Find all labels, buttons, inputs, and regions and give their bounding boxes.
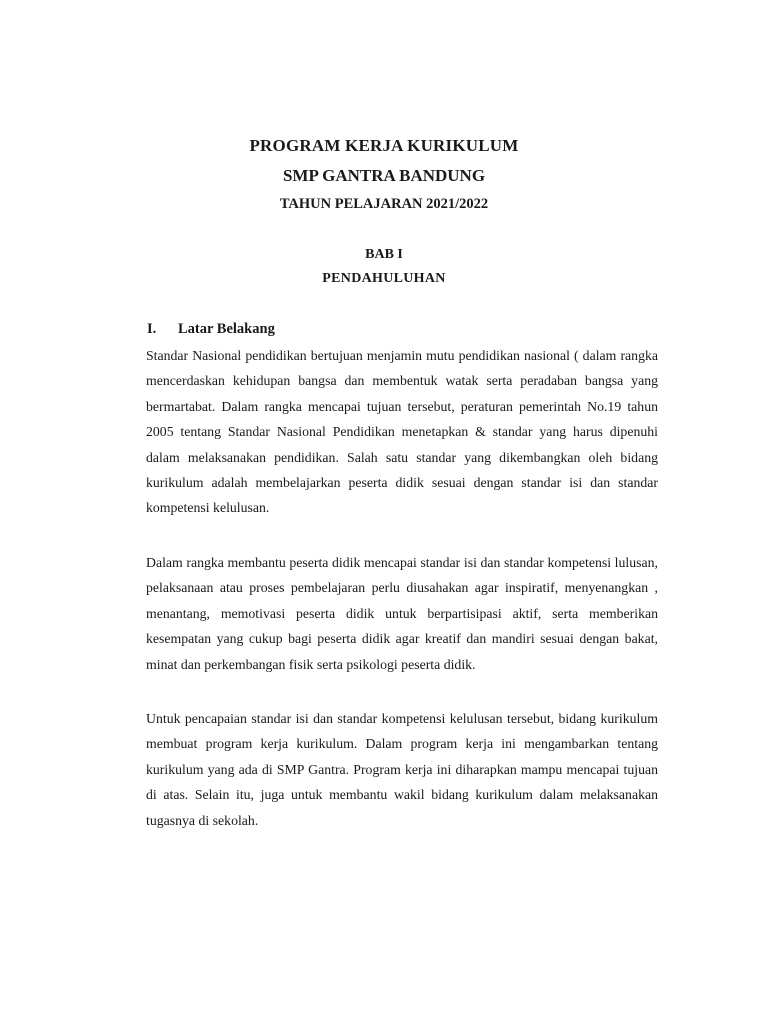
section-heading — [147, 321, 275, 338]
section-title: Latar Belakang — [178, 321, 275, 337]
document-title: PROGRAM KERJA KURIKULUM — [249, 136, 519, 155]
school-name: SMP GANTRA BANDUNG — [282, 166, 486, 185]
section-number: I. — [147, 321, 157, 337]
academic-year: TAHUN PELAJARAN 2021/2022 — [279, 196, 489, 212]
paragraph-2: Dalam rangka membantu peserta didik mencapai standar isi dan standar kompetensi lulusan, pelaksanaan atau proses pembelajaran perlu diusahakan agar inspiratif, menyenangkan , menantang, memotivasi peserta didik untuk berpartisipasi aktif, serta memberikan kesempatan yang cukup bagi peserta didik agar kreatif dan mandiri sesuai dengan bakat, minat dan perkembangan fisik serta psikologi peserta didik. — [146, 555, 658, 672]
chapter-title: PENDAHULUHAN — [322, 271, 446, 286]
paragraph-1: Standar Nasional pendidikan bertujuan menjamin mutu pendidikan nasional ( dalam rangka mencerdaskan kehidupan bangsa dan membentuk watak serta peradaban bangsa yang bermartabat. Dalam rangka mencapai tujuan tersebut, peraturan pemerintah No.19 tahun 2005 tentang Standar Nasional Pendidikan menetapkan & standar yang harus dipenuhi dalam melaksanakan pendidikan. Salah satu standar yang dikembangkan oleh bidang kurikulum adalah membelajarkan peserta didik sesuai dengan standar isi dan standar kompetensi kelulusan. — [146, 348, 658, 516]
paragraph-3: Untuk pencapaian standar isi dan standar kompetensi kelulusan tersebut, bidang kurikulum membuat program kerja kurikulum. Dalam program kerja ini mengambarkan tentang kurikulum yang ada di SMP Gantra. Program kerja ini diharapkan mampu mencapai tujuan di atas. Selain itu, juga untuk membantu wakil bidang kurikulum dalam melaksanakan tugasnya di sekolah. — [146, 711, 658, 828]
chapter-number: BAB I — [365, 247, 403, 262]
